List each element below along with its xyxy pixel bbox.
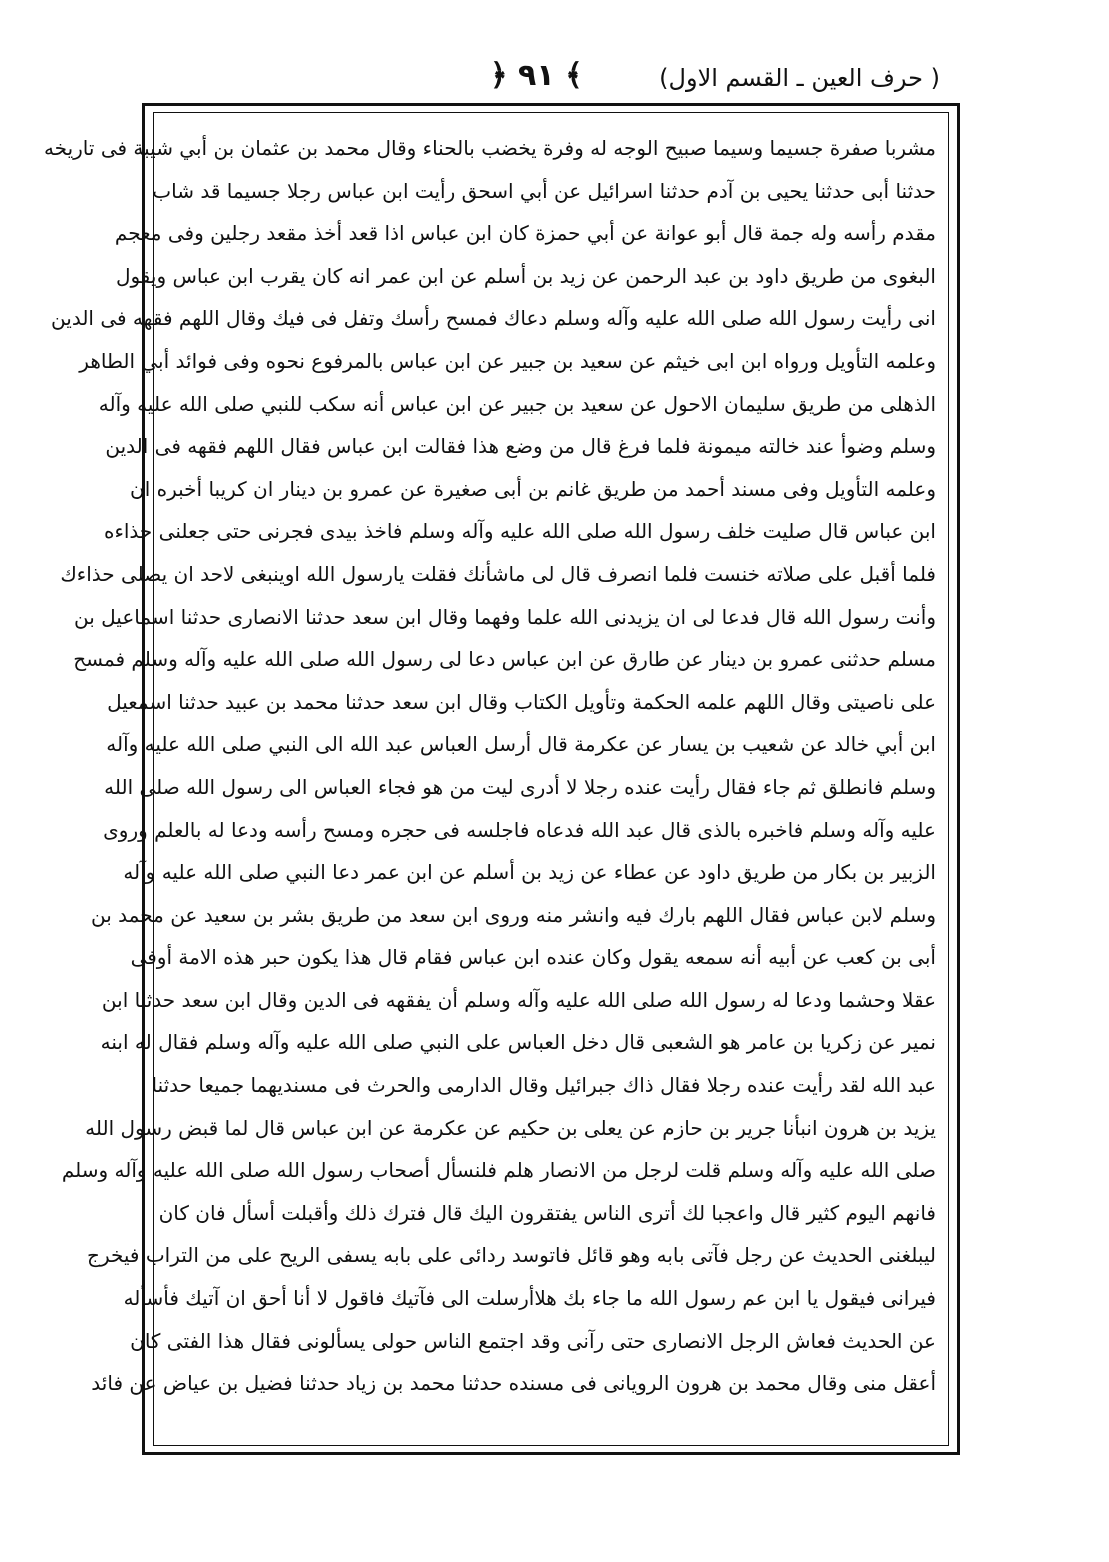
text-line: عقلا وحشما ودعا له رسول الله صلى الله عليه وآله وسلم أن يفقهه فى الدين وقال ابن سعد حدثنا ابن: [101, 987, 936, 1012]
text-line: وسلم فانطلق ثم جاء فقال رأيت عنده رجلا لا أدرى ليت من هو فجاء العباس الى رسول الله صلى الله: [104, 774, 936, 799]
text-line: البغوى من طريق داود بن عبد الرحمن عن زيد بن أسلم عن ابن عمر انه كان يقرب ابن عباس ويقول: [115, 263, 936, 288]
text-line: على ناصيتى وقال اللهم علمه الحكمة وتأويل الكتاب وقال ابن سعد حدثنا محمد بن عبيد حدثنا اسمعيل: [107, 689, 936, 714]
page-frame: [43, 103, 960, 1455]
text-line: نمير عن زكريا بن عامر هو الشعبى قال دخل العباس على النبي صلى الله عليه وآله وسلم فقال له ابنه: [100, 1030, 936, 1055]
text-line: مقدم رأسه وله جمة قال أبو عوانة عن أبي حمزة كان ابن عباس اذا قعد أخذ مقعد رجلين وفى معجم: [114, 221, 936, 246]
text-line: حدثنا أبى حدثنا يحيى بن آدم حدثنا اسرائيل عن أبي اسحق رأيت ابن عباس رجلا جسيما قد شاب: [152, 178, 936, 203]
text-line: فيرانى فيقول يا ابن عم رسول الله ما جاء بك هلاأرسلت الى فآتيك فاقول لا أنا أحق ان آتيك فأسأله: [123, 1286, 936, 1311]
text-body: [43, 127, 936, 1405]
text-line: ليبلغنى الحديث عن رجل فآتى بابه وهو قائل فاتوسد ردائى على بابه يسفى الريح على من التراب فيخرج: [87, 1243, 936, 1268]
text-line: عبد الله لقد رأيت عنده رجلا فقال ذاك جبرائيل وقال الدارمى والحرث فى مسنديهما جميعا حدثنا: [151, 1073, 936, 1098]
text-line: الزبير بن بكار من طريق داود عن عطاء عن زيد بن أسلم عن ابن عمر دعا النبي صلى الله عليه وآله: [123, 860, 936, 885]
text-line: وعلمه التأويل وفى مسند أحمد من طريق غانم بن أبى صغيرة عن عمرو بن دينار ان كريبا أخبره ان: [130, 476, 936, 501]
text-line: وسلم لابن عباس فقال اللهم بارك فيه وانشر منه وروى ابن سعد من طريق بشر بن سعيد عن محمد بن: [91, 902, 936, 927]
text-line: وأنت رسول الله قال فدعا لى ان يزيدنى الله علما وفهما وقال ابن سعد حدثنا الانصارى حدثنا اسماعيل بن: [74, 604, 936, 629]
text-line: وسلم وضوأ عند خالته ميمونة فلما فرغ قال من وضع هذا فقالت ابن عباس فقال اللهم فقهه فى الدين: [105, 434, 936, 459]
text-line: صلى الله عليه وآله وسلم قلت لرجل من الانصار هلم فلنسأل أصحاب رسول الله صلى الله عليه وآله وسلم: [61, 1158, 936, 1183]
text-line: ابن عباس قال صليت خلف رسول الله صلى الله عليه وآله وسلم فاخذ بيدى فجرنى حتى جعلنى حذاءه: [103, 519, 936, 544]
text-line: فانهم اليوم كثير قال واعجبا لك أترى الناس يفتقرون اليك قال فترك ذلك وأقبلت أسأل فان كان: [158, 1200, 936, 1225]
text-line: أعقل منى وقال محمد بن هرون الرويانى فى مسنده حدثنا محمد بن زياد حدثنا فضيل بن عياض عن فائد: [91, 1371, 936, 1396]
page-number: ﴿ ٩١ ﴾: [490, 58, 583, 93]
text-line: ابن أبي خالد عن شعيب بن يسار عن عكرمة قال أرسل العباس عبد الله الى النبي صلى الله عليه وآله: [106, 732, 936, 757]
page-frame-inner: [43, 112, 949, 1446]
text-line: وعلمه التأويل ورواه ابن ابى خيثم عن سعيد بن جبير عن ابن عباس بالمرفوع نحوه وفى فوائد أبي الطاهر: [79, 348, 936, 373]
text-line: عن الحديث فعاش الرجل الانصارى حتى رآنى وقد اجتمع الناس حولى يسألونى فقال هذا الفتى كان: [130, 1328, 936, 1353]
running-title: ( حرف العين ـ القسم الاول): [659, 64, 940, 92]
text-line: مشربا صفرة جسيما وسيما صبيح الوجه له وفرة يخضب بالحناء وقال محمد بن عثمان بن أبي شيبة فى تاريخه: [43, 136, 936, 160]
text-line: فلما أقبل على صلاته خنست فلما انصرف قال لى ماشأنك فقلت يارسول الله اوينبغى لاحد ان يصلى حذاءك: [60, 561, 936, 586]
text-line: عليه وآله وسلم فاخبره بالذى قال عبد الله فدعاه فاجلسه فى حجره ومسح رأسه ودعا له بالعلم وروى: [103, 817, 936, 842]
text-line: الذهلى من طريق سليمان الاحول عن سعيد بن جبير عن ابن عباس أنه سكب للنبي صلى الله عليه وآله: [98, 391, 936, 416]
page-header: [150, 58, 940, 102]
text-line: مسلم حدثنى عمرو بن دينار عن طارق عن ابن عباس دعا لى رسول الله صلى الله عليه وآله وسلم فمسح: [73, 647, 936, 672]
text-line: انى رأيت رسول الله صلى الله عليه وآله وسلم دعاك فمسح رأسك وتفل فى فيك وقال اللهم فقهه فى الدين: [51, 306, 936, 331]
text-line: أبى بن كعب عن أبيه أنه سمعه يقول وكان عنده ابن عباس فقام قال هذا يكون حبر هذه الامة أوفى: [130, 945, 936, 970]
text-line: يزيد بن هرون انبأنا جرير بن حازم عن يعلى بن حكيم عن عكرمة عن ابن عباس قال لما قبض رسول الله: [85, 1115, 936, 1140]
